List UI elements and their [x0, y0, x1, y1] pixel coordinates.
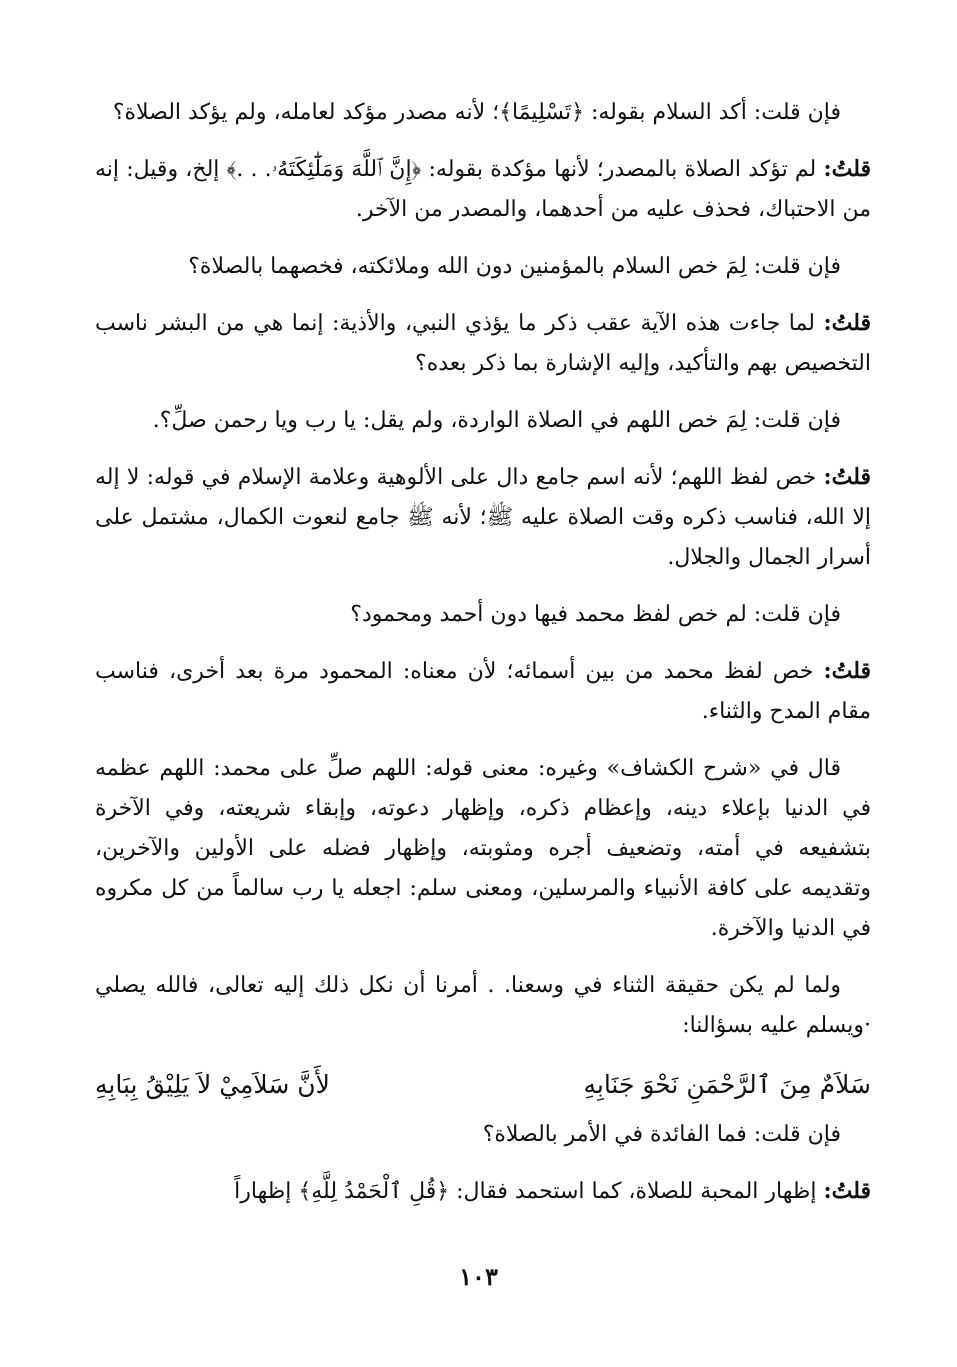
page-number: ١٠٣ [459, 1262, 498, 1291]
paragraph-12 [95, 1171, 871, 1212]
paragraph-3 [95, 246, 871, 287]
paragraph-6 [95, 457, 871, 578]
paragraph-text: فإن قلت: لم خص لفظ محمد فيها دون أحمد ومحمود؟ [350, 602, 841, 627]
paragraph-8 [95, 651, 871, 732]
paragraph-2 [95, 149, 871, 230]
keyword: قلتُ: [823, 310, 871, 336]
verse-hemistich-first: سَلاَمٌ مِنَ ٱلرَّحْمَنِ نَحْوَ جَنَابِهِ [583, 1070, 871, 1099]
paragraph-1 [95, 92, 871, 133]
paragraph-text: ولما لم يكن حقيقة الثناء في وسعنا. . أمرنا أن نكل ذلك إليه تعالى، فالله يصلي ·ويسلم عليه بسؤالنا: [95, 973, 871, 1038]
verse-hemistich-second: لأَنَّ سَلاَمِيْ لاَ يَلِيْقُ بِبَابِهِ [95, 1070, 330, 1099]
paragraph-10 [95, 965, 871, 1046]
paragraph-text: خص لفظ محمد من بين أسمائه؛ لأن معناه: المحمود مرة بعد أخرى، فناسب مقام المدح والثناء. [95, 659, 871, 724]
paragraph-text: فإن قلت: فما الفائدة في الأمر بالصلاة؟ [482, 1122, 841, 1147]
paragraph-text: لما جاءت هذه الآية عقب ذكر ما يؤذي النبي، والأذية: إنما هي من البشر ناسب التخصيص بهم والتأكيد، وإليه الإشارة بما ذكر بعده؟ [95, 311, 871, 376]
page-body [95, 92, 871, 1228]
keyword: قلتُ: [823, 658, 871, 684]
paragraph-text: قال في «شرح الكشاف» وغيره: معنى قوله: اللهم صلِّ على محمد: اللهم عظمه في الدنيا بإعلاء دينه، وإعظام ذكره، وإظهار دعوته، وإبقاء شريعته، وفي الآخرة بتشفيعه في أمته، وتضعيف أجره ومثوبته، وإظهار فضله على الأولين والآخرين، وتقديمه على كافة الأنبياء والمرسلين، ومعنى سلم: اجعله يا رب سالماً من كل مكروه في الدنيا والآخرة. [95, 756, 872, 941]
keyword: قلتُ: [823, 1178, 871, 1204]
paragraph-9 [95, 748, 871, 949]
paragraph-4 [95, 303, 871, 384]
paragraph-text: فإن قلت: لِمَ خص السلام بالمؤمنين دون الله وملائكته، فخصهما بالصلاة؟ [188, 254, 841, 279]
keyword: قلتُ: [823, 464, 871, 490]
paragraph-text: إظهار المحبة للصلاة، كما استحمد فقال: ﴿قُلِ ٱلْحَمْدُ لِلَّهِ﴾ إظهاراً [234, 1179, 824, 1204]
keyword: قلتُ: [823, 156, 871, 182]
paragraph-5 [95, 400, 871, 441]
paragraph-11 [95, 1114, 871, 1155]
poetry-verse [95, 1062, 871, 1108]
paragraph-text: لم تؤكد الصلاة بالمصدر؛ لأنها مؤكدة بقوله: ﴿إِنَّ ٱللَّهَ وَمَلَٰٓئِكَتَهُۥ. . .﴾ إلخ، وقيل: إنه من الاحتباك، فحذف عليه من أحدهما، والمصدر من الآخر. [95, 157, 871, 222]
paragraph-text: فإن قلت: لِمَ خص اللهم في الصلاة الواردة، ولم يقل: يا رب ويا رحمن صلِّ؟. [152, 408, 841, 433]
paragraph-text: خص لفظ اللهم؛ لأنه اسم جامع دال على الألوهية وعلامة الإسلام في قوله: لا إله إلا الله، فناسب ذكره وقت الصلاة عليه ﷺ؛ لأنه ﷺ جامع لنعوت الكمال، مشتمل على أسرار الجمال والجلال. [95, 465, 871, 570]
paragraph-text: فإن قلت: أكد السلام بقوله: ﴿تَسْلِيمًا﴾؛ لأنه مصدر مؤكد لعامله، ولم يؤكد الصلاة؟ [112, 100, 841, 125]
paragraph-7 [95, 594, 871, 635]
